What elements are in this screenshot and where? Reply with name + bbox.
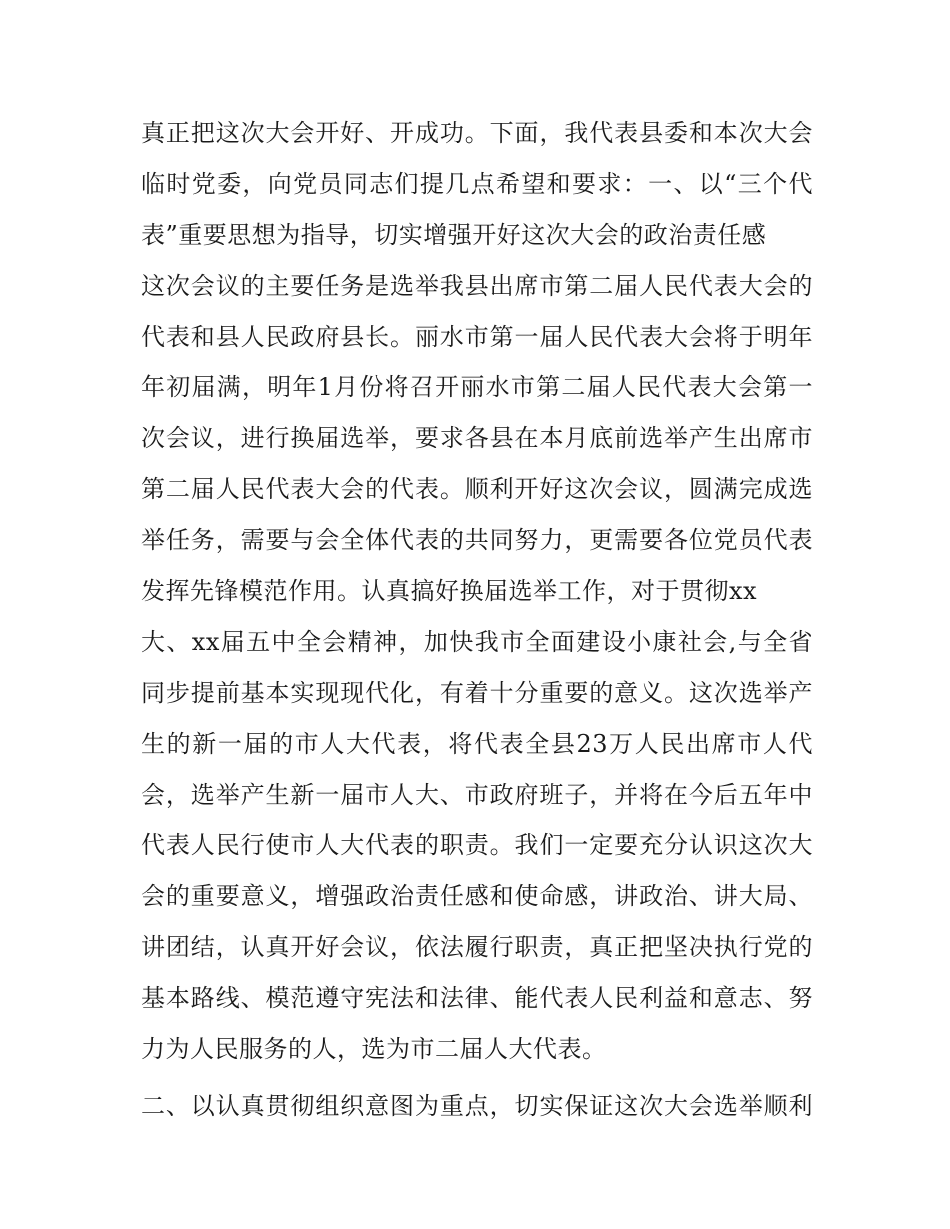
text-line: 同步提前基本实现现代化，有着十分重要的意义。这次选举产 (141, 678, 813, 707)
text-line: 表”重要思想为指导，切实增强开好这次大会的政治责任感 (141, 220, 767, 249)
text-line: 发挥先锋模范作用。认真搞好换届选举工作，对于贯彻xx (141, 577, 758, 606)
text-line: 年初届满，明年1月份将召开丽水市第二届人民代表大会第一 (141, 373, 813, 402)
text-line: 会的重要意义，增强政治责任感和使命感，讲政治、讲大局、 (141, 882, 813, 911)
text-line: 讲团结，认真开好会议，依法履行职责，真正把坚决执行党的 (141, 933, 813, 962)
text-line: 二、以认真贯彻组织意图为重点，切实保证这次大会选举顺利 (141, 1091, 813, 1120)
text-line: 次会议，进行换届选举，要求各县在本月底前选举产生出席市 (141, 424, 813, 453)
text-line: 第二届人民代表大会的代表。顺利开好这次会议，圆满完成选 (141, 475, 813, 504)
text-line: 会，选举产生新一届市人大、市政府班子，并将在今后五年中 (141, 780, 813, 809)
text-line: 大、xx届五中全会精神，加快我市全面建设小康社会,与全省 (141, 627, 813, 656)
text-line: 举任务，需要与会全体代表的共同努力，更需要各位党员代表 (141, 526, 813, 555)
text-line: 代表和县人民政府县长。丽水市第一届人民代表大会将于明年 (141, 322, 813, 351)
text-line: 基本路线、模范遵守宪法和法律、能代表人民利益和意志、努 (141, 984, 813, 1013)
text-line: 力为人民服务的人，选为市二届人大代表。 (141, 1035, 607, 1064)
text-line: 真正把这次大会开好、开成功。下面，我代表县委和本次大会 (141, 119, 813, 147)
text-line: 这次会议的主要任务是选举我县出席市第二届人民代表大会的 (141, 271, 813, 300)
text-line: 代表人民行使市人大代表的职责。我们一定要充分认识这次大 (141, 831, 813, 860)
text-line: 临时党委，向党员同志们提几点希望和要求：一、以“三个代 (141, 169, 813, 198)
text-line: 生的新一届的市人大代表，将代表全县23万人民出席市人代 (141, 729, 813, 758)
body-text (141, 108, 813, 1132)
